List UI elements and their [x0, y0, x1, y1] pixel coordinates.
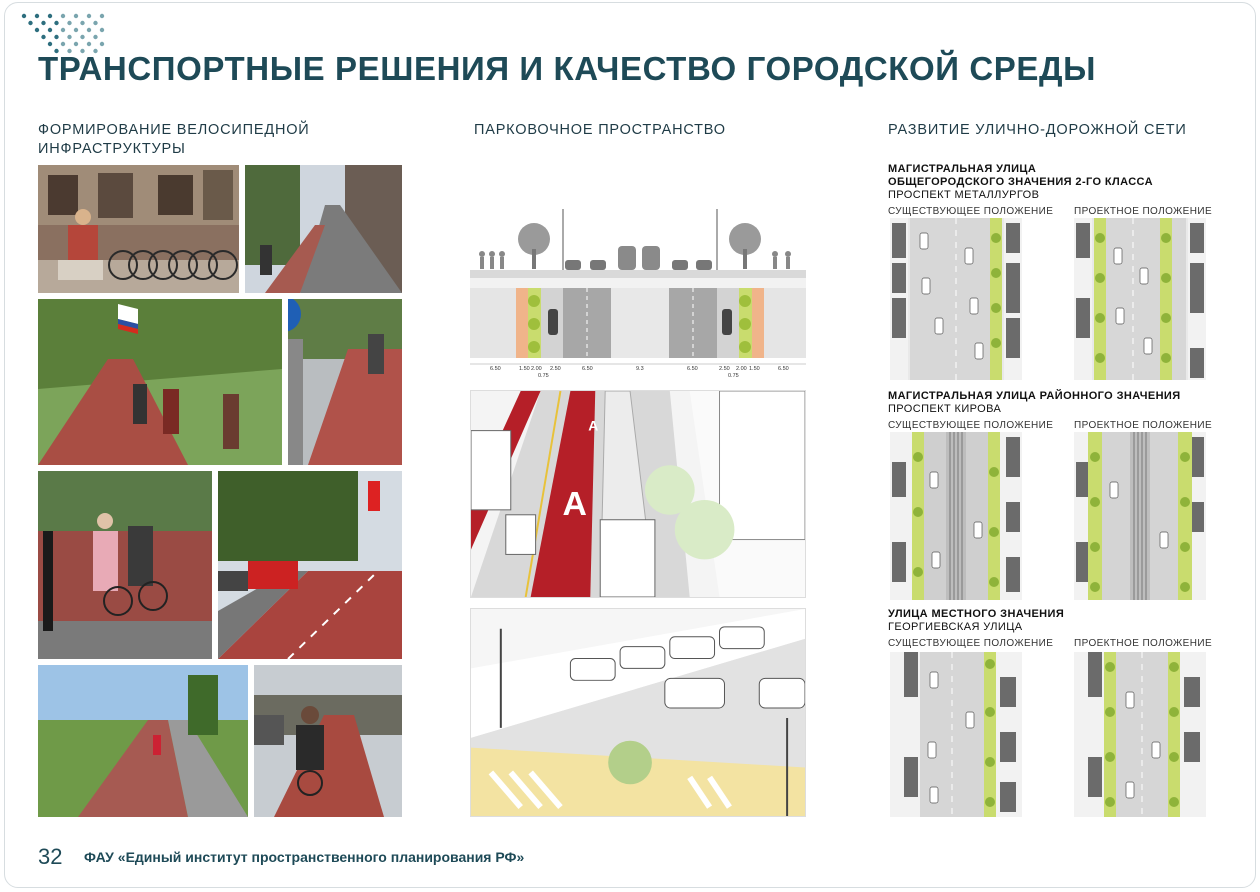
logo-dot — [74, 28, 78, 32]
logo-dot — [48, 28, 52, 32]
street-3-project-plan — [1074, 652, 1206, 817]
logo-dot — [74, 42, 78, 46]
street-3-name: ГЕОРГИЕВСКАЯ УЛИЦА — [888, 621, 1023, 633]
sub-width-label: 0.75 — [728, 373, 739, 379]
width-label: 6.50 — [582, 366, 593, 372]
logo-dot — [41, 21, 45, 25]
street-3-project-label: ПРОЕКТНОЕ ПОЛОЖЕНИЕ — [1074, 638, 1213, 649]
logo-dot — [93, 21, 97, 25]
width-label: 6.50 — [687, 366, 698, 372]
logo-dot — [61, 28, 65, 32]
street-2-name: ПРОСПЕКТ КИРОВА — [888, 403, 1002, 415]
logo-dot — [28, 21, 32, 25]
street-3-existing-label: СУЩЕСТВУЮЩЕЕ ПОЛОЖЕНИЕ — [888, 638, 1054, 649]
width-label: 2.50 — [550, 366, 561, 372]
street-2-title — [888, 390, 1181, 403]
page-title: ТРАНСПОРТНЫЕ РЕШЕНИЯ И КАЧЕСТВО ГОРОДСКОЙ СРЕДЫ — [38, 50, 1097, 87]
logo-dot — [100, 14, 104, 18]
street-1-name: ПРОСПЕКТ МЕТАЛЛУРГОВ — [888, 189, 1040, 201]
logo-dot — [35, 14, 39, 18]
photo-green-bike-path — [38, 665, 248, 817]
street-1-existing-label: СУЩЕСТВУЮЩЕЕ ПОЛОЖЕНИЕ — [888, 206, 1054, 217]
section-width-labels — [470, 362, 806, 380]
street-1-project-plan — [1074, 218, 1206, 380]
logo-dot — [41, 35, 45, 39]
logo-dot — [48, 42, 52, 46]
logo-dot — [61, 14, 65, 18]
logo-dot — [54, 35, 58, 39]
bus-lane-letter: A — [562, 484, 587, 523]
street-2-existing-label: СУЩЕСТВУЮЩЕЕ ПОЛОЖЕНИЕ — [888, 420, 1054, 431]
logo-dot — [54, 21, 58, 25]
roads-heading: РАЗВИТИЕ УЛИЧНО-ДОРОЖНОЙ СЕТИ — [888, 122, 1187, 138]
street-3-title-line1: УЛИЦА МЕСТНОГО ЗНАЧЕНИЯ — [888, 608, 1065, 620]
width-label: 9.3 — [636, 366, 644, 372]
logo-dot — [67, 21, 71, 25]
photo-bike-lane-street — [245, 165, 402, 293]
logo-dot — [100, 42, 104, 46]
bike-infrastructure-heading — [38, 121, 310, 159]
logo-dot — [93, 35, 97, 39]
logo-dot — [22, 14, 26, 18]
street-2-project-label: ПРОЕКТНОЕ ПОЛОЖЕНИЕ — [1074, 420, 1213, 431]
logo-dot — [87, 28, 91, 32]
sub-width-label: 0.75 — [538, 373, 549, 379]
street-cross-section — [470, 204, 806, 376]
width-label: 1.50 — [519, 366, 530, 372]
width-label: 1.50 — [749, 366, 760, 372]
footer-organization: ФАУ «Единый институт пространственного планирования РФ» — [84, 849, 525, 865]
street-2-project-plan — [1074, 432, 1206, 600]
parking-heading: ПАРКОВОЧНОЕ ПРОСТРАНСТВО — [474, 122, 726, 138]
logo-dot — [48, 14, 52, 18]
bus-lane-illustration — [470, 390, 806, 598]
logo-dot — [87, 42, 91, 46]
logo-dot — [61, 42, 65, 46]
logo-dot — [100, 28, 104, 32]
street-1-title-line1: МАГИСТРАЛЬНАЯ УЛИЦА — [888, 163, 1037, 175]
parking-street-illustration — [470, 608, 806, 817]
street-3-title — [888, 608, 1064, 621]
street-1-project-label: ПРОЕКТНОЕ ПОЛОЖЕНИЕ — [1074, 206, 1213, 217]
logo-dot — [87, 14, 91, 18]
page-number: 32 — [38, 844, 63, 869]
bus-lane-letter-small: A — [588, 417, 599, 434]
width-label: 6.50 — [778, 366, 789, 372]
width-label: 6.50 — [490, 366, 501, 372]
logo-dot — [35, 28, 39, 32]
width-label: 2.00 — [736, 366, 747, 372]
logo-dot — [80, 35, 84, 39]
street-2-existing-plan — [890, 432, 1022, 600]
bike-heading-line2: ИНФРАСТРУКТУРЫ — [38, 141, 186, 157]
bike-heading-line1: ФОРМИРОВАНИЕ ВЕЛОСИПЕДНОЙ — [38, 122, 310, 138]
photo-bike-path-flag — [38, 299, 282, 465]
logo-dot — [67, 35, 71, 39]
street-1-title-line2: ОБЩЕГОРОДСКОГО ЗНАЧЕНИЯ 2-ГО КЛАССА — [888, 176, 1153, 188]
street-2-title-line1: МАГИСТРАЛЬНАЯ УЛИЦА РАЙОННОГО ЗНАЧЕНИЯ — [888, 390, 1181, 402]
photo-red-bike-lane-road — [218, 471, 402, 659]
logo-dot — [74, 14, 78, 18]
photo-cyclist-red-path — [254, 665, 402, 817]
logo-dot — [80, 21, 84, 25]
photo-bike-lane-sign — [288, 299, 402, 465]
width-label: 2.50 — [719, 366, 730, 372]
street-1-title — [888, 163, 1153, 189]
photo-cyclists-crossing — [38, 471, 212, 659]
street-1-existing-plan — [890, 218, 1022, 380]
street-3-existing-plan — [890, 652, 1022, 817]
photo-bike-parking-street — [38, 165, 239, 293]
width-label: 2.00 — [531, 366, 542, 372]
